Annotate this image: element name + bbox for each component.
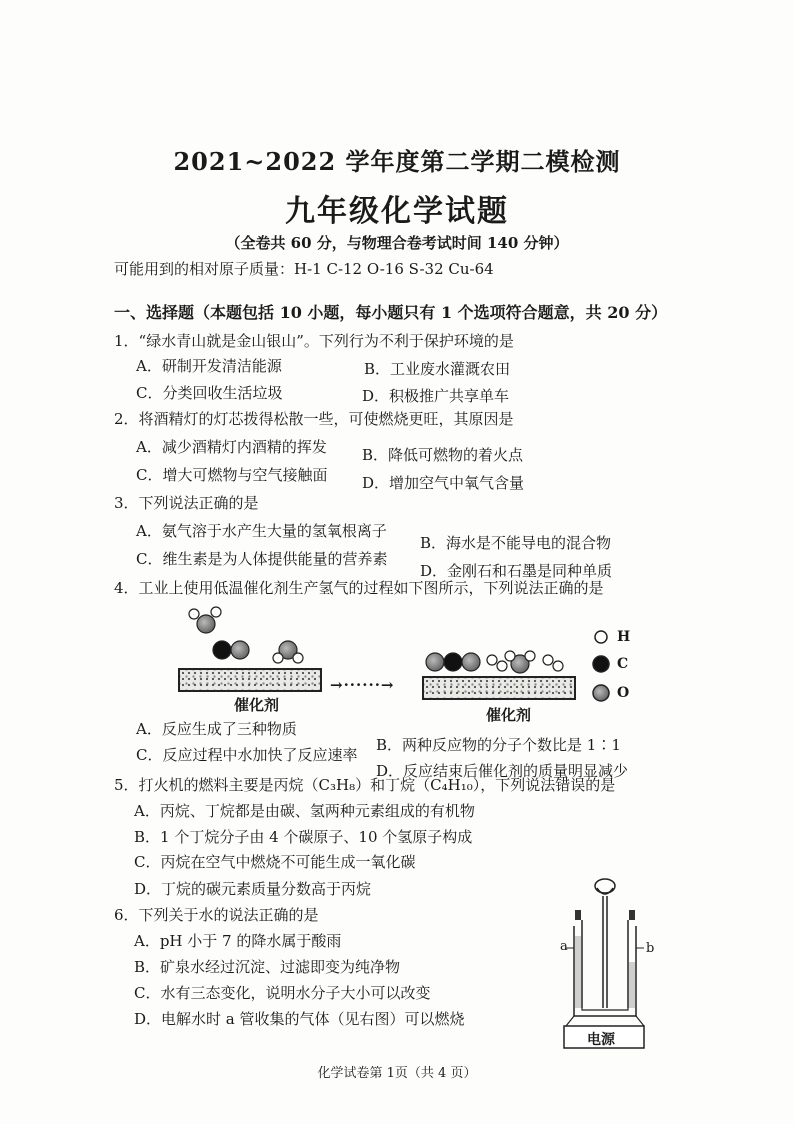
exam-period-title: 2021~2022 学年度第二学期二模检测 [173,147,621,176]
water-molecule [189,607,221,633]
section-title: 一、选择题（本题包括 10 小题，每小题只有 1 个选项符合题意，共 20 分） [114,303,668,322]
option-a: A．pH 小于 7 的降水属于酸雨 [134,932,342,950]
option-b: B．矿泉水经过沉淀、过滤即变为纯净物 [134,958,401,976]
page-footer: 化学试卷第 1页（共 4 页） [317,1066,477,1081]
option-d: D．积极推广共享单车 [362,387,510,405]
option-a: A．丙烷、丁烷都是由碳、氢两种元素组成的有机物 [134,802,475,820]
hydrogen-atom-icon [595,631,607,643]
option-a: A．反应生成了三种物质 [136,720,297,738]
catalyst-bar-right [422,676,576,700]
option-d: D．电解水时 a 管收集的气体（见右图）可以燃烧 [134,1010,465,1028]
catalyst-label-right: 催化剂 [486,706,532,724]
option-c: C．反应过程中水加快了反应速率 [136,746,358,764]
question-stem: 5．打火机的燃料主要是丙烷（C₃H₈）和丁烷（C₄H₁₀），下列说法错误的是 [114,776,616,794]
question-stem: 2．将酒精灯的灯芯拨得松散一些，可使燃烧更旺，其原因是 [114,410,514,428]
tube-label-b: b [646,941,655,956]
question-stem: 3．下列说法正确的是 [114,494,259,512]
option-b: B．海水是不能导电的混合物 [420,534,612,552]
option-a: A．氨气溶于水产生大量的氢氧根离子 [136,522,387,540]
reaction-dots: ······ [343,676,381,694]
option-d: D．增加空气中氧气含量 [362,474,525,492]
question-stem: 6．下列关于水的说法正确的是 [114,906,319,924]
option-d: D．反应结束后催化剂的质量明显减少 [376,762,629,780]
catalyst-label-left: 催化剂 [234,696,280,714]
exam-subject-title: 九年级化学试题 [285,194,509,229]
option-d: D．金刚石和石墨是同种单质 [420,562,613,580]
carbon-atom-icon [593,656,609,672]
option-c: C．水有三态变化，说明水分子大小可以改变 [134,984,431,1002]
atom-legend-icons [592,627,616,707]
catalyst-bar-left [178,668,322,692]
option-b: B．工业废水灌溉农田 [364,360,511,378]
legend-c-label: C [617,656,629,672]
reaction-arrow: →······→ [330,676,395,694]
option-b: B．两种反应物的分子个数比是 1∶1 [376,736,621,754]
electrolysis-apparatus-figure [556,876,666,1052]
option-c: C．分类回收生活垃圾 [136,384,283,402]
exam-subtitle: （全卷共 60 分，与物理合卷考试时间 140 分钟） [225,234,569,252]
legend-o-label: O [617,685,630,701]
water-molecule [505,651,535,673]
power-supply-label: 电源 [587,1032,615,1048]
question-stem: 4．工业上使用低温催化剂生产氢气的过程如下图所示，下列说法正确的是 [114,579,604,597]
hydrogen-molecule [487,655,507,671]
legend-h-label: H [617,629,631,645]
hydrogen-molecule [543,655,563,671]
question-stem: 1．“绿水青山就是金山银山”。下列行为不利于保护环境的是 [114,332,514,350]
carbon-dioxide-molecule [426,653,480,671]
option-c: C．维生素是为人体提供能量的营养素 [136,550,388,568]
option-c: C．增大可燃物与空气接触面 [136,466,328,484]
option-b: B．降低可燃物的着火点 [362,446,524,464]
option-d: D．丁烷的碳元素质量分数高于丙烷 [134,880,372,898]
option-a: A．研制开发清洁能源 [136,357,282,375]
atomic-masses: 可能用到的相对原子质量：H-1 C-12 O-16 S-32 Cu-64 [114,260,494,278]
option-c: C．丙烷在空气中燃烧不可能生成一氧化碳 [134,853,416,871]
option-a: A．减少酒精灯内酒精的挥发 [136,438,327,456]
option-b: B．1 个丁烷分子由 4 个碳原子、10 个氢原子构成 [134,828,473,846]
oxygen-atom-icon [593,685,609,701]
water-molecule [273,641,303,663]
tube-label-a: a [560,939,568,954]
carbon-monoxide-molecule [213,641,249,659]
